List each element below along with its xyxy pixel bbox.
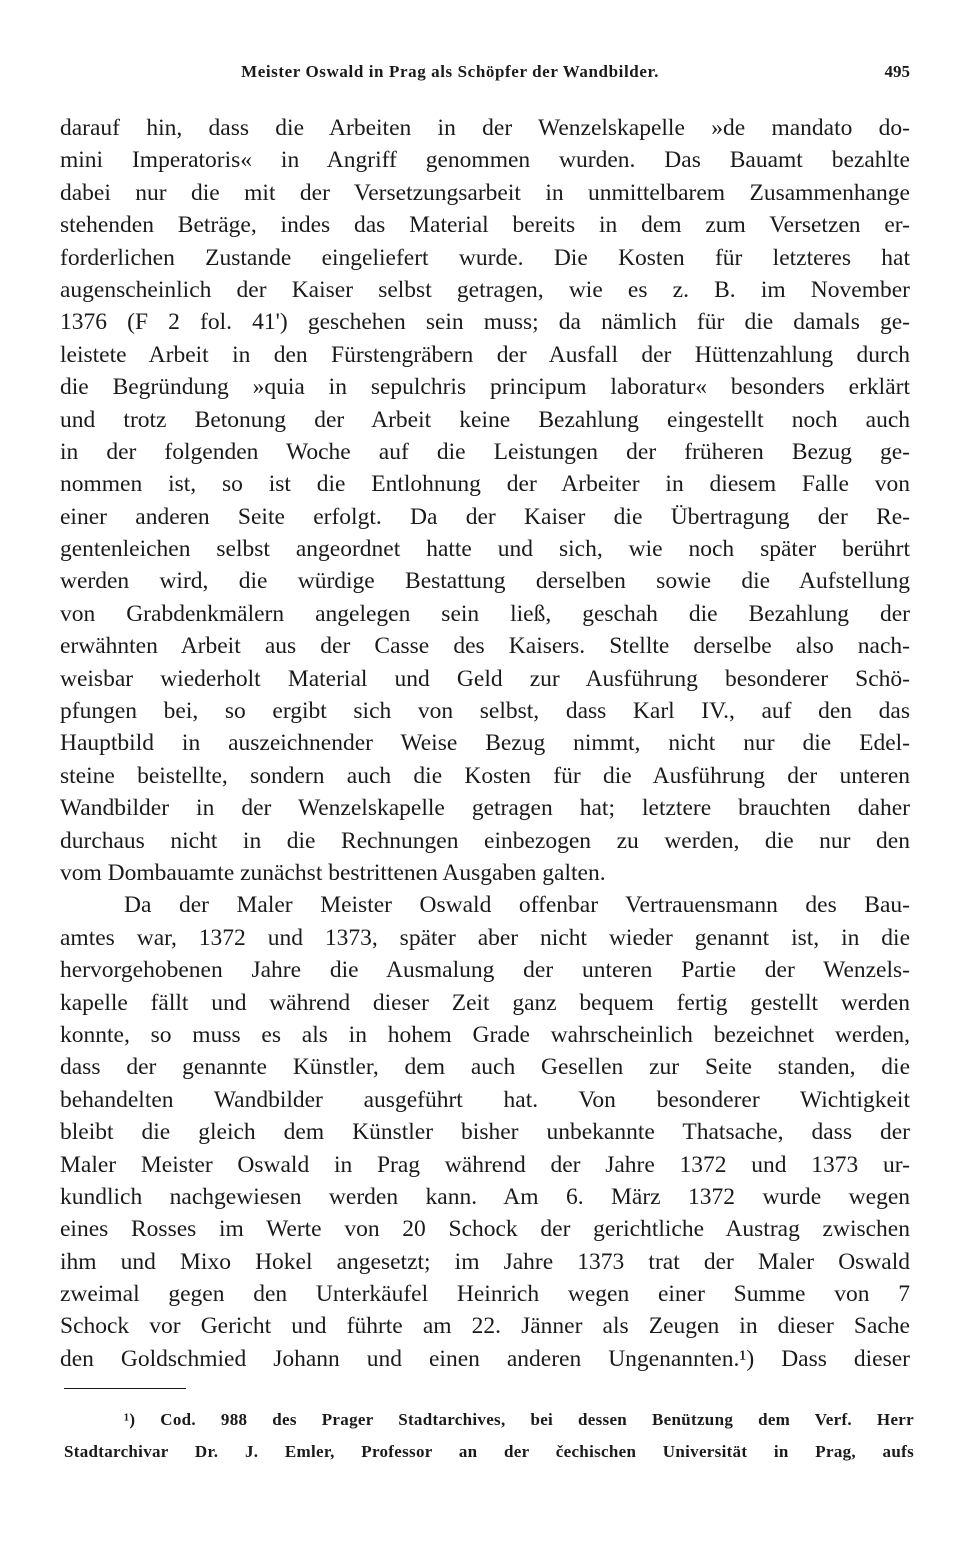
text-line: werden wird, die würdige Bestattung derselben sowie die Aufstellung: [60, 568, 910, 595]
text-line: behandelten Wandbilder ausgeführt hat. Von besonderer Wichtigkeit: [60, 1086, 910, 1113]
text-line: in der folgenden Woche auf die Leistungen der früheren Bezug ge-: [60, 438, 910, 465]
text-line: mini Imperatoris« in Angriff genommen wurden. Das Bauamt bezahlte: [60, 147, 910, 174]
text-line: bleibt die gleich dem Künstler bisher unbekannte Thatsache, dass der: [60, 1119, 910, 1146]
text-line: durchaus nicht in die Rechnungen einbezogen zu werden, die nur den: [60, 827, 910, 854]
text-line: pfungen bei, so ergibt sich von selbst, dass Karl IV., auf den das: [60, 698, 910, 725]
text-line: Wandbilder in der Wenzelskapelle getragen hat; letztere brauchten daher: [60, 795, 910, 822]
running-title: Meister Oswald in Prag als Schöpfer der Wandbilder.: [241, 62, 659, 81]
text-line: amtes war, 1372 und 1373, später aber nicht wieder genannt ist, in die: [60, 924, 910, 951]
text-line: Hauptbild in auszeichnender Weise Bezug nimmt, nicht nur die Edel-: [60, 730, 910, 757]
page-number: 495: [884, 62, 910, 81]
running-head: [60, 62, 910, 88]
text-line: forderlichen Zustande eingeliefert wurde. Die Kosten für letzteres hat: [60, 244, 910, 271]
text-line: augenscheinlich der Kaiser selbst getragen, wie es z. B. im November: [60, 276, 910, 303]
text-line: leistete Arbeit in den Fürstengräbern der Ausfall der Hüttenzahlung durch: [60, 341, 910, 368]
text-line: dabei nur die mit der Versetzungsarbeit in unmittelbarem Zusammenhange: [60, 179, 910, 206]
text-line: nommen ist, so ist die Entlohnung der Arbeiter in diesem Falle von: [60, 471, 910, 498]
text-line: einer anderen Seite erfolgt. Da der Kaiser die Übertragung der Re-: [60, 503, 910, 530]
text-line: Maler Meister Oswald in Prag während der Jahre 1372 und 1373 ur-: [60, 1151, 910, 1178]
text-line: darauf hin, dass die Arbeiten in der Wenzelskapelle »de mandato do-: [60, 115, 910, 141]
text-line: stehenden Beträge, indes das Material bereits in dem zum Versetzen er-: [60, 212, 910, 239]
text-line: ihm und Mixo Hokel angesetzt; im Jahre 1373 trat der Maler Oswald: [60, 1248, 910, 1275]
paragraph-first-line: Da der Maler Meister Oswald offenbar Vertrauensmann des Bau-: [124, 892, 910, 919]
text-line: gentenleichen selbst angeordnet hatte und sich, wie noch später berührt: [60, 536, 910, 563]
text-line: die Begründung »quia in sepulchris principum laboratur« besonders erklärt: [60, 374, 910, 401]
text-line: und trotz Betonung der Arbeit keine Bezahlung eingestellt noch auch: [60, 406, 910, 433]
text-line: konnte, so muss es als in hohem Grade wahrscheinlich bezeichnet werden,: [60, 1021, 910, 1048]
text-line: 1376 (F 2 fol. 41') geschehen sein muss; da nämlich für die damals ge-: [60, 309, 910, 336]
text-line: eines Rosses im Werte von 20 Schock der gerichtliche Austrag zwischen: [60, 1216, 910, 1243]
footnotes: [64, 1404, 914, 1468]
text-line: von Grabdenkmälern angelegen sein ließ, geschah die Bezahlung der: [60, 600, 910, 627]
text-line: zweimal gegen den Unterkäufel Heinrich wegen einer Summe von 7: [60, 1281, 910, 1308]
text-line: weisbar wiederholt Material und Geld zur Ausführung besonderer Schö-: [60, 665, 910, 692]
text-line: kundlich nachgewiesen werden kann. Am 6. März 1372 wurde wegen: [60, 1183, 910, 1210]
text-line: Schock vor Gericht und führte am 22. Jänner als Zeugen in dieser Sache: [60, 1313, 910, 1340]
text-line: kapelle fällt und während dieser Zeit ganz bequem fertig gestellt werden: [60, 989, 910, 1016]
paragraph-last-line: vom Dombauamte zunächst bestrittenen Ausgaben galten.: [60, 859, 606, 886]
body-text: [60, 112, 910, 1375]
text-line: erwähnten Arbeit aus der Casse des Kaisers. Stellte derselbe also nach-: [60, 633, 910, 660]
text-line: den Goldschmied Johann und einen anderen Ungenannten.¹) Dass dieser: [60, 1345, 910, 1372]
text-line: steine beistellte, sondern auch die Kosten für die Ausführung der unteren: [60, 762, 910, 789]
footnote-line: Stadtarchivar Dr. J. Emler, Professor an der čechischen Universität in Prag, aufs: [64, 1442, 914, 1461]
text-line: hervorgehobenen Jahre die Ausmalung der unteren Partie der Wenzels-: [60, 957, 910, 984]
text-line: dass der genannte Künstler, dem auch Gesellen zur Seite standen, die: [60, 1054, 910, 1081]
footnote-line: ¹) Cod. 988 des Prager Stadtarchives, bei dessen Benützung dem Verf. Herr: [124, 1410, 914, 1429]
footnote-rule: [64, 1388, 186, 1389]
